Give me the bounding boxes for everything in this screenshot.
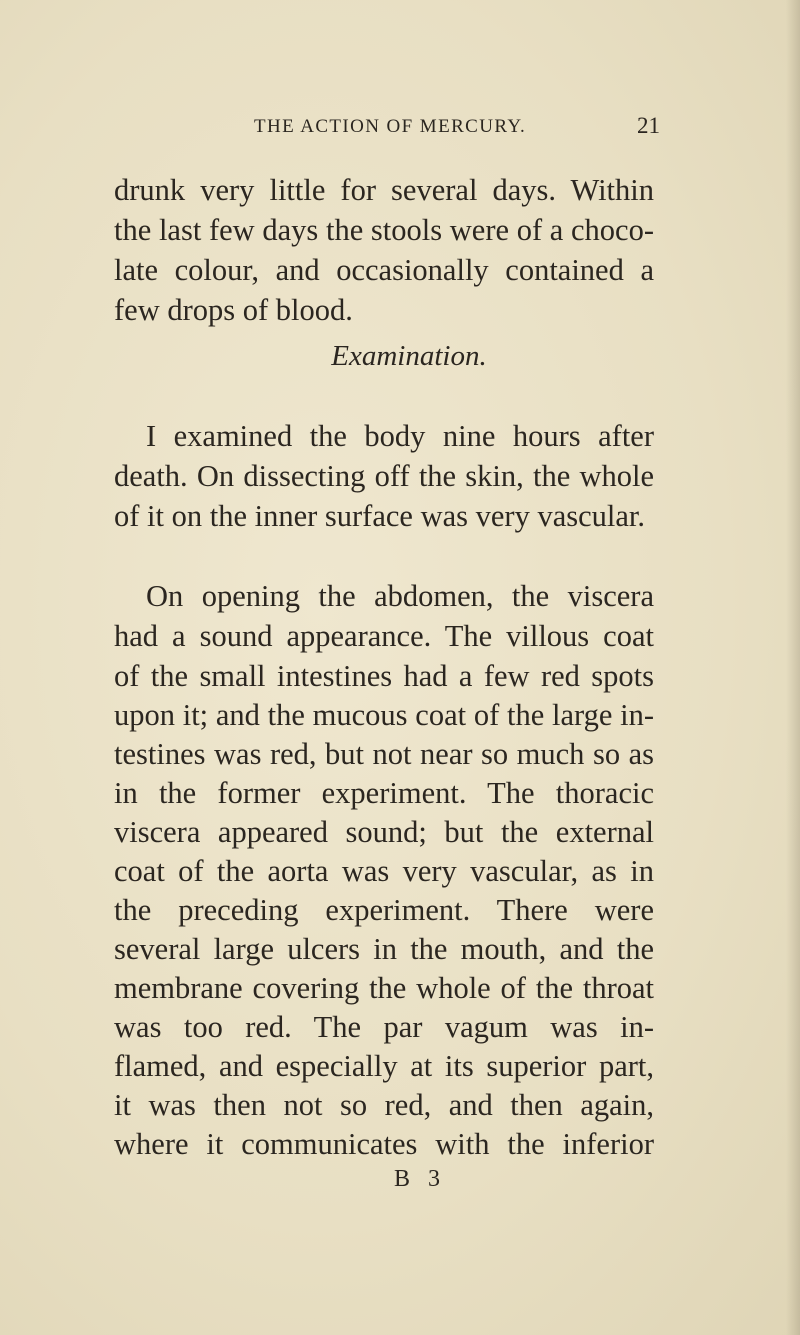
text-line: viscera appeared sound; but the external xyxy=(114,815,654,849)
signature-mark: B 3 xyxy=(393,1166,446,1192)
text-line: On opening the abdomen, the viscera xyxy=(146,579,654,613)
text-line: coat of the aorta was very vascular, as in xyxy=(114,854,654,888)
page-edge-shadow xyxy=(786,0,800,1335)
section-heading: Examination. xyxy=(331,340,487,372)
text-line: death. On dissecting off the skin, the whole xyxy=(114,459,654,493)
page-number: 21 xyxy=(637,113,660,138)
text-line: drunk very little for several days. Within xyxy=(114,173,654,207)
text-line: late colour, and occasionally contained a xyxy=(114,253,654,287)
text-line: of the small intestines had a few red spots xyxy=(114,659,654,693)
text-line: of it on the inner surface was very vascular. xyxy=(114,499,646,533)
text-line: flamed, and especially at its superior part, xyxy=(114,1049,654,1083)
text-line: the last few days the stools were of a choco- xyxy=(114,213,654,247)
text-line: it was then not so red, and then again, xyxy=(114,1088,654,1122)
text-line: membrane covering the whole of the throat xyxy=(114,971,654,1005)
text-line: in the former experiment. The thoracic xyxy=(114,776,654,810)
text-line: I examined the body nine hours after xyxy=(146,419,654,453)
text-line: was too red. The par vagum was in- xyxy=(114,1010,654,1044)
text-line: where it communicates with the inferior xyxy=(114,1127,654,1161)
running-title: THE ACTION OF MERCURY. xyxy=(254,116,527,137)
text-line: upon it; and the mucous coat of the large in- xyxy=(114,698,654,732)
text-line: testines was red, but not near so much so as xyxy=(114,737,654,771)
text-line: several large ulcers in the mouth, and the xyxy=(114,932,654,966)
text-line: few drops of blood. xyxy=(114,293,353,327)
text-line: the preceding experiment. There were xyxy=(114,893,654,927)
text-line: had a sound appearance. The villous coat xyxy=(114,619,654,653)
running-head xyxy=(0,113,800,146)
